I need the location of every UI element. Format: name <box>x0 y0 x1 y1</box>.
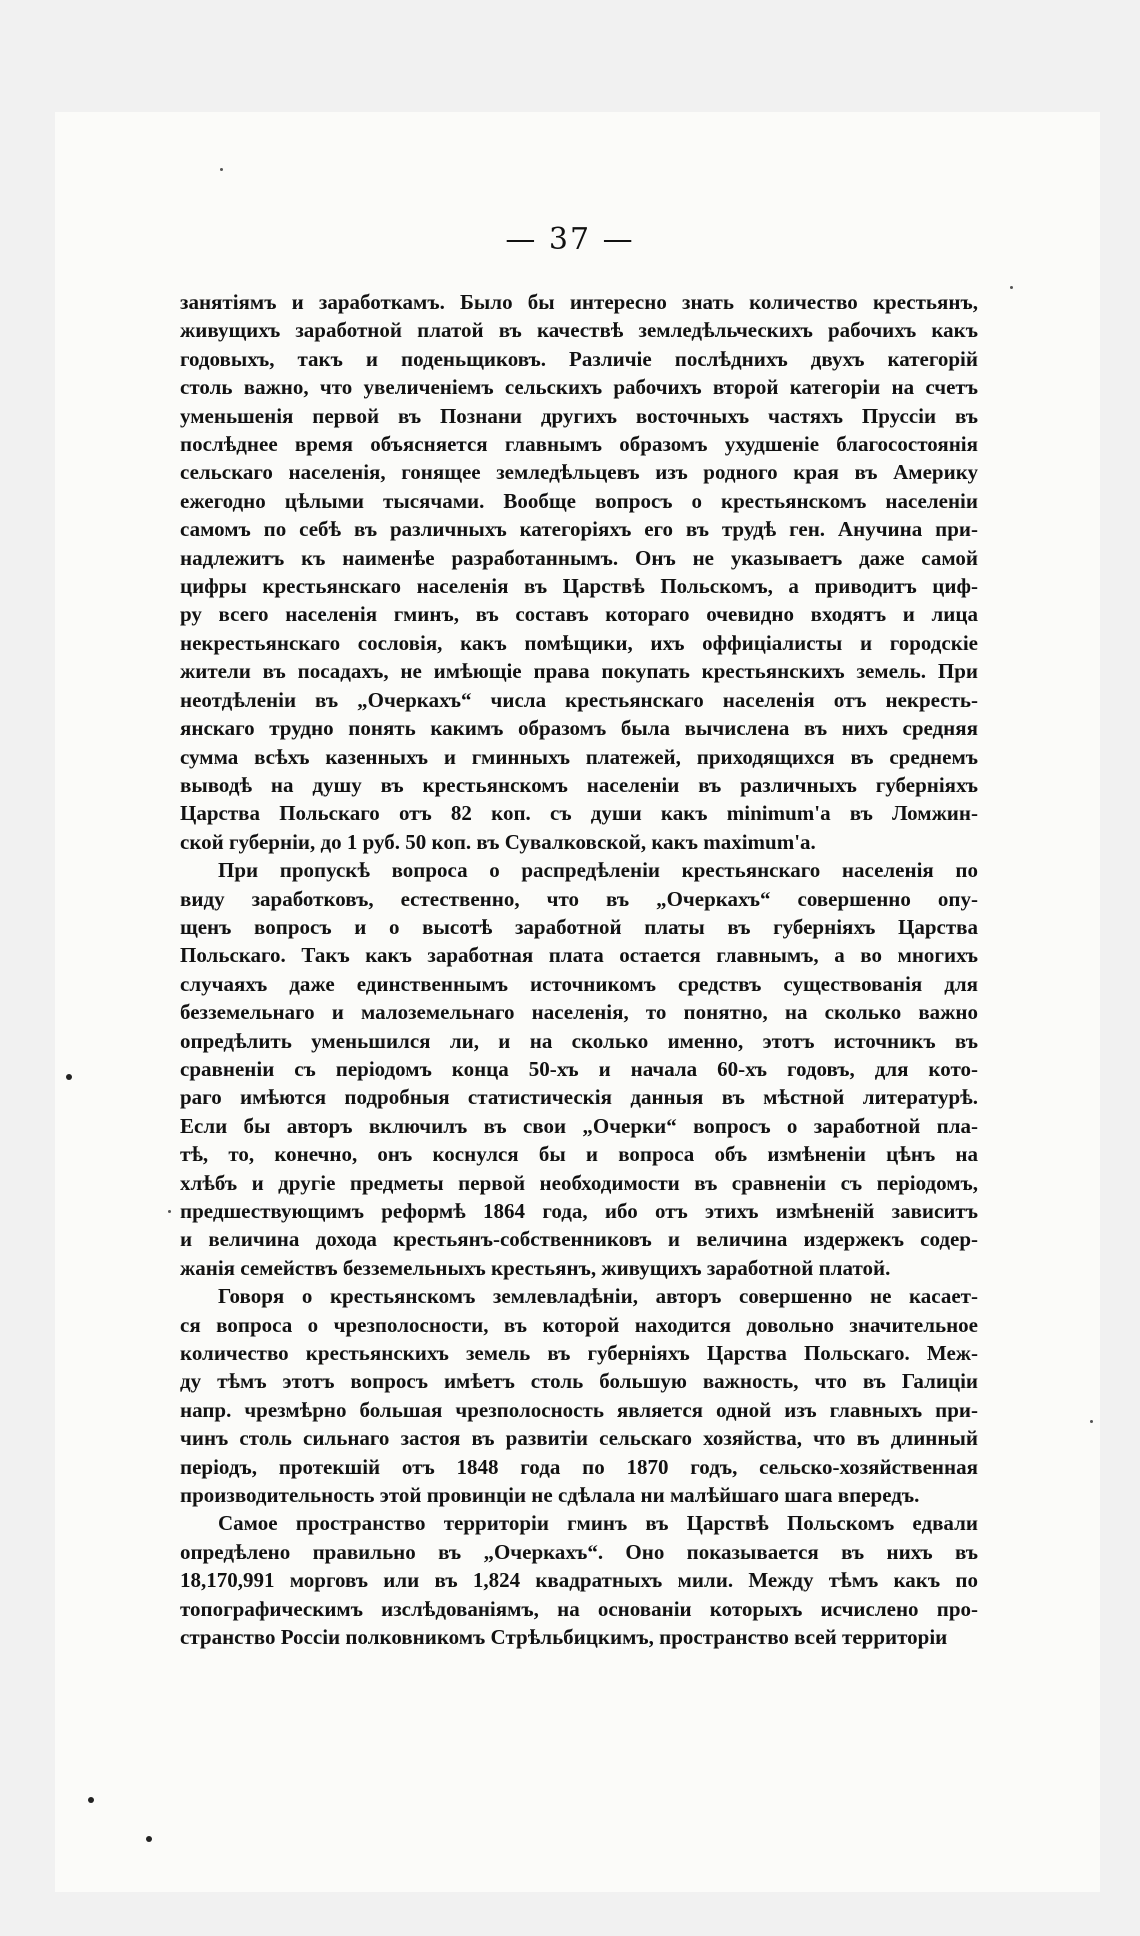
text-line: опредѣлено правильно въ „Очеркахъ“. Оно показывается въ нихъ въ <box>180 1539 978 1564</box>
text-line: уменьшенія первой въ Познани другихъ восточныхъ частяхъ Пруссіи въ <box>180 403 978 428</box>
text-line: Если бы авторъ включилъ въ свои „Очерки“ вопросъ о заработной пла- <box>180 1113 978 1138</box>
text-line: безземельнаго и малоземельнаго населенія, то понятно, на сколько важно <box>180 1000 978 1025</box>
text-line: топографическимъ изслѣдованіямъ, на основаніи которыхъ исчислено про- <box>180 1596 978 1621</box>
text-line: выводѣ на душу въ крестьянскомъ населеніи въ различныхъ губерніяхъ <box>180 772 978 797</box>
text-line: ежегодно цѣлыми тысячами. Вообще вопросъ о крестьянскомъ населеніи <box>180 488 978 513</box>
text-line: надлежитъ къ наименѣе разработаннымъ. Онъ не указываетъ даже самой <box>180 545 978 570</box>
page-number: — 37 — <box>505 222 635 257</box>
text-line: тѣ, то, конечно, онъ коснулся бы и вопроса объ измѣненіи цѣнъ на <box>180 1142 978 1167</box>
text-line: хлѣбъ и другіе предметы первой необходимости въ сравненіи съ періодомъ, <box>180 1170 978 1195</box>
body-text <box>180 288 978 1652</box>
text-line: чинъ столь сильнаго застоя въ развитіи сельскаго хозяйства, что въ длинный <box>180 1426 978 1451</box>
text-line: напр. чрезмѣрно большая чрезполосность является одной изъ главныхъ при- <box>180 1397 978 1422</box>
scan-speck <box>220 168 223 171</box>
scan-speck <box>168 1210 171 1213</box>
text-line: ду тѣмъ этотъ вопросъ имѣетъ столь большую важность, что въ Галиціи <box>180 1369 978 1394</box>
text-line: странство Россіи полковникомъ Стрѣльбицкимъ, пространство всей территоріи <box>180 1625 948 1650</box>
text-line: ру всего населенія гминъ, въ составъ котораго очевидно входятъ и лица <box>180 602 978 627</box>
text-line: самомъ по себѣ въ различныхъ категоріяхъ его въ трудѣ ген. Анучина при- <box>180 517 978 542</box>
text-line: Самое пространство территоріи гминъ въ Царствѣ Польскомъ едвали <box>218 1511 978 1536</box>
text-line: ся вопроса о чрезполосности, въ которой находится довольно значительное <box>180 1312 978 1337</box>
text-line: и величина дохода крестьянъ-собственниковъ и величина издержекъ содер- <box>180 1227 978 1252</box>
text-line: виду заработковъ, естественно, что въ „Очеркахъ“ совершенно опу- <box>180 886 978 911</box>
text-line: неотдѣленіи въ „Очеркахъ“ числа крестьянскаго населенія отъ некресть- <box>180 687 978 712</box>
text-line: производительность этой провинціи не сдѣлала ни малѣйшаго шага впередъ. <box>180 1483 920 1508</box>
text-line: жанія семействъ безземельныхъ крестьянъ, живущихъ заработной платой. <box>180 1255 891 1280</box>
text-line: Польскаго. Такъ какъ заработная плата остается главнымъ, а во многихъ <box>180 943 978 968</box>
text-line: жители въ посадахъ, не имѣющіе права покупать крестьянскихъ земель. При <box>180 659 978 684</box>
text-line: предшествующимъ реформѣ 1864 года, ибо отъ этихъ измѣненій зависитъ <box>180 1199 978 1223</box>
scan-speck <box>1010 286 1013 289</box>
scan-speck <box>66 1074 72 1080</box>
paragraph <box>180 1509 978 1651</box>
text-line: янскаго трудно понять какимъ образомъ была вычислена въ нихъ средняя <box>180 716 978 741</box>
paragraph <box>180 288 978 856</box>
text-line: занятіямъ и заработкамъ. Было бы интересно знать количество крестьянъ, <box>180 290 978 314</box>
text-line: некрестьянскаго сословія, какъ помѣщики, ихъ оффиціалисты и городскіе <box>180 630 978 655</box>
text-line: ской губерніи, до 1 руб. 50 коп. въ Сувалковской, какъ maximum'а. <box>180 829 816 854</box>
text-line: сумма всѣхъ казенныхъ и гминныхъ платежей, приходящихся въ среднемъ <box>180 744 978 769</box>
text-line: количество крестьянскихъ земель въ губерніяхъ Царства Польскаго. Меж- <box>180 1341 978 1366</box>
text-line: 18,170,991 морговъ или въ 1,824 квадратныхъ мили. Между тѣмъ какъ по <box>180 1568 978 1593</box>
text-line: годовыхъ, такъ и поденьщиковъ. Различіе послѣднихъ двухъ категорій <box>180 346 978 371</box>
text-line: случаяхъ даже единственнымъ источникомъ средствъ существованія для <box>180 971 978 996</box>
text-line: періодъ, протекшій отъ 1848 года по 1870 годъ, сельско-хозяйственная <box>180 1454 978 1479</box>
paragraph <box>180 1282 978 1509</box>
paragraph <box>180 856 978 1282</box>
scan-speck <box>88 1797 94 1803</box>
text-line: опредѣлить уменьшился ли, и на сколько именно, этотъ источникъ въ <box>180 1028 978 1053</box>
text-line: столь важно, что увеличеніемъ сельскихъ рабочихъ второй категоріи на счетъ <box>180 375 978 400</box>
scan-speck <box>146 1836 152 1842</box>
text-line: При пропускѣ вопроса о распредѣленіи крестьянскаго населенія по <box>218 858 978 883</box>
text-line: раго имѣются подробныя статистическія данныя въ мѣстной литературѣ. <box>180 1085 978 1110</box>
text-line: Говоря о крестьянскомъ землевладѣніи, авторъ совершенно не касает- <box>218 1284 978 1309</box>
text-line: живущихъ заработной платой въ качествѣ земледѣльческихъ рабочихъ какъ <box>180 318 978 343</box>
text-line: послѣднее время объясняется главнымъ образомъ ухудшеніе благосостоянія <box>180 432 978 457</box>
text-line: сельскаго населенія, гонящее земледѣльцевъ изъ родного края въ Америку <box>180 460 978 485</box>
text-line: сравненіи съ періодомъ конца 50-хъ и начала 60-хъ годовъ, для кото- <box>180 1056 978 1081</box>
text-line: щенъ вопросъ и о высотѣ заработной платы въ губерніяхъ Царства <box>180 914 978 939</box>
text-line: Царства Польскаго отъ 82 коп. съ души какъ minimum'а въ Ломжин- <box>180 801 978 826</box>
scan-speck <box>1090 1420 1093 1423</box>
text-line: цифры крестьянскаго населенія въ Царствѣ Польскомъ, а приводитъ циф- <box>180 574 978 599</box>
